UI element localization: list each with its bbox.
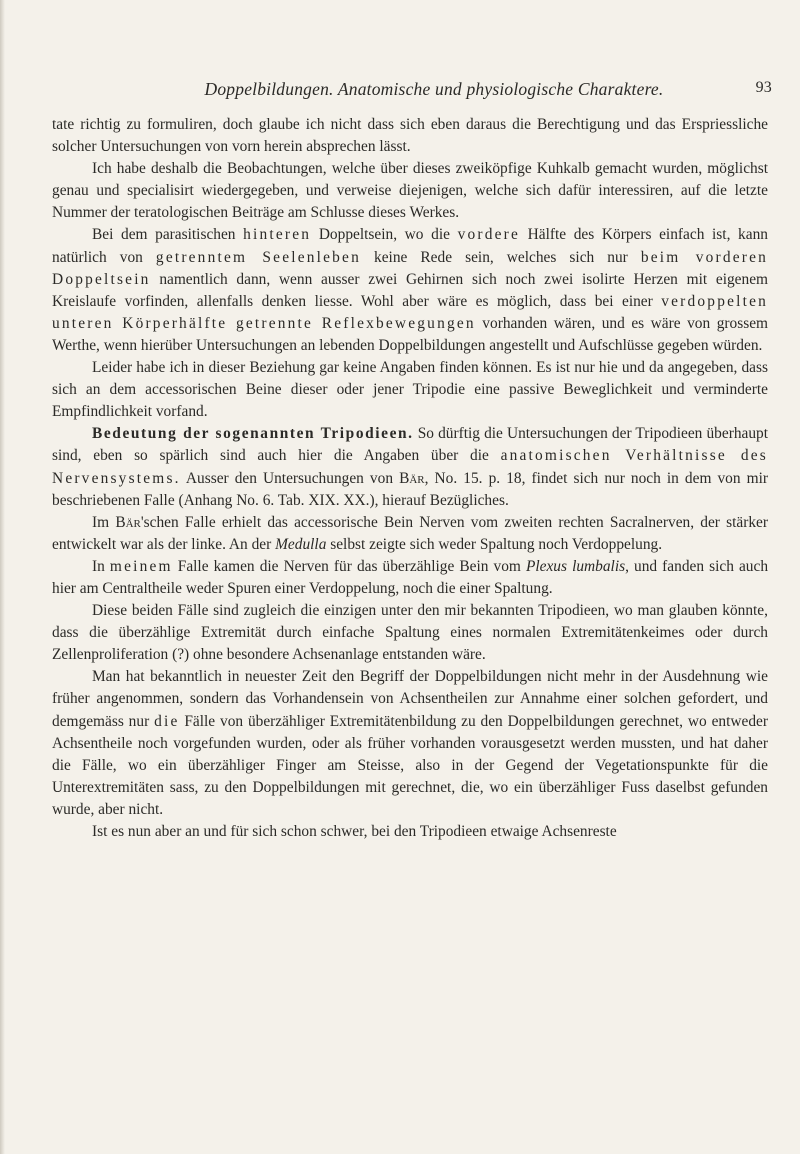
paragraph-text: Doppeltsein, wo die	[311, 226, 458, 244]
emphasis-text: Medulla	[275, 535, 327, 553]
paragraph-text: Diese beiden Fälle sind zugleich die einzigen unter den mir bekannten Tripodieen, wo man glauben könnte, dass die überzählige Extremität durch einfache Spaltung eines normalen Extremitätenkeimes oder durch Zellenproliferation (?) ohne besondere Achsenanlage entstanden wäre.	[52, 602, 768, 664]
paragraph	[52, 224, 768, 357]
paragraph-text: selbst zeigte sich weder Spaltung noch Verdoppelung.	[326, 535, 663, 553]
running-header	[96, 79, 772, 103]
running-header-title: Doppelbildungen. Anatomische und physiologische Charaktere.	[204, 79, 664, 99]
emphasis-text: hinteren	[243, 226, 312, 244]
paragraph	[52, 512, 768, 556]
emphasis-text: anatomischen Verhältnisse des Nervensystems.	[52, 447, 768, 487]
paragraph-text: Hälfte des Körpers einfach ist, kann natürlich von	[52, 226, 768, 266]
paragraph	[52, 158, 768, 224]
paragraph	[52, 821, 768, 843]
emphasis-text: Bär	[399, 469, 425, 487]
paragraph	[52, 114, 768, 158]
emphasis-text: Plexus lumbalis	[525, 557, 626, 575]
paragraph-text: 'schen Falle erhielt das accessorische Bein Nerven vom zweiten rechten Sacralnerven, der stärker entwickelt war als der linke. An der	[52, 513, 768, 553]
paragraph	[52, 666, 768, 821]
paragraph-text: , und fanden sich auch hier am Centraltheile weder Spuren einer Verdoppelung, noch die einer Spaltung.	[52, 557, 769, 597]
paragraph-text: Falle kamen die Nerven für das überzählige Bein vom	[172, 557, 526, 575]
paragraph-text: In	[92, 557, 110, 575]
emphasis-text: meinem	[109, 557, 173, 575]
emphasis-text: Bär	[115, 513, 141, 531]
paragraph-text: Ich habe deshalb die Beobachtungen, welche über dieses zweiköpfige Kuhkalb gemacht wurden, möglichst genau und specialisirt wiedergegeben, und verweise diejenigen, welche sich dafür interessiren, auf die letzte Nummer der teratologischen Beiträge am Schlusse dieses Werkes.	[52, 160, 768, 222]
paragraph-text: tate richtig zu formuliren, doch glaube ich nicht dass sich eben daraus die Berechtigung und das Erspriessliche solcher Untersuchungen von vorn herein absprechen lässt.	[52, 116, 768, 156]
paragraph-text: Bei dem parasitischen	[92, 226, 244, 244]
paragraph-text: Ist es nun aber an und für sich schon schwer, bei den Tripodieen etwaige Achsenreste	[92, 823, 617, 840]
paragraph-text: So dürftig die Untersuchungen der Tripodieen überhaupt sind, eben so spärlich sind auch hier die Angaben über die	[52, 425, 769, 465]
paragraph	[52, 556, 768, 600]
page-number: 93	[755, 79, 772, 96]
emphasis-text: verdoppelten unteren Körperhälfte getrennte Reflexbewegungen	[52, 292, 768, 332]
paragraph-text: Im	[92, 513, 116, 531]
emphasis-text: getrenntem Seelenleben	[155, 248, 361, 266]
emphasis-text: die	[154, 712, 180, 730]
emphasis-text: beim vorderen Doppeltsein	[52, 248, 769, 288]
paragraph-text: , No. 15. p. 18, findet sich nur noch in dem von mir beschriebenen Falle (Anhang No. 6. Tab. XIX. XX.), hierauf Bezügliches.	[52, 469, 769, 509]
page-binding-edge	[0, 0, 5, 1154]
paragraph-text: keine Rede sein, welches sich nur	[360, 248, 641, 266]
paragraph-text: namentlich dann, wenn ausser zwei Gehirnen sich noch zwei isolirte Herzen mit eigenem Kreislaufe vorfinden, allenfalls denken liesse. Wohl aber wäre es möglich, dass bei einer	[52, 270, 768, 310]
body-text	[52, 114, 768, 843]
emphasis-text: Bedeutung der sogenannten Tripodieen.	[92, 425, 414, 443]
paragraph-text: Fälle von überzähliger Extremitätenbildung zu den Doppelbildungen gerechnet, wo entweder Achsentheile noch vorgefunden wurden, oder als früher vorhanden vorausgesetzt werden mussten, und hat daher die Fälle, wo ein überzähliger Finger am Steisse, also in der Gegend der Vegetationspunkte für die Unterextremitäten sass, zu den Doppelbildungen mit gerechnet, die, wo ein überzähliger Fuss daselbst gefunden wurde, aber nicht.	[52, 712, 768, 818]
paragraph-text: Leider habe ich in dieser Beziehung gar keine Angaben finden können. Es ist nur hie und da angegeben, dass sich an dem accessorischen Beine dieser oder jener Tripodie eine passive Beweglichkeit und verminderte Empfindlichkeit vorfand.	[52, 359, 768, 421]
paragraph-text: Man hat bekanntlich in neuester Zeit den Begriff der Doppelbildungen nicht mehr in der Ausdehnung wie früher angenommen, sondern das Vorhandensein von Achsentheilen zur Annahme einer solchen gefordert, und demgemäss nur	[52, 668, 768, 730]
paragraph	[52, 423, 768, 511]
paragraph-text: vorhanden wären, und es wäre von grossem Werthe, wenn hierüber Untersuchungen an lebenden Doppelbildungen angestellt und Aufschlüsse gegeben würden.	[52, 314, 768, 354]
emphasis-text: vordere	[457, 226, 520, 244]
paragraph-text: Ausser den Untersuchungen von	[180, 469, 400, 487]
paragraph	[52, 357, 768, 423]
paragraph	[52, 600, 768, 666]
